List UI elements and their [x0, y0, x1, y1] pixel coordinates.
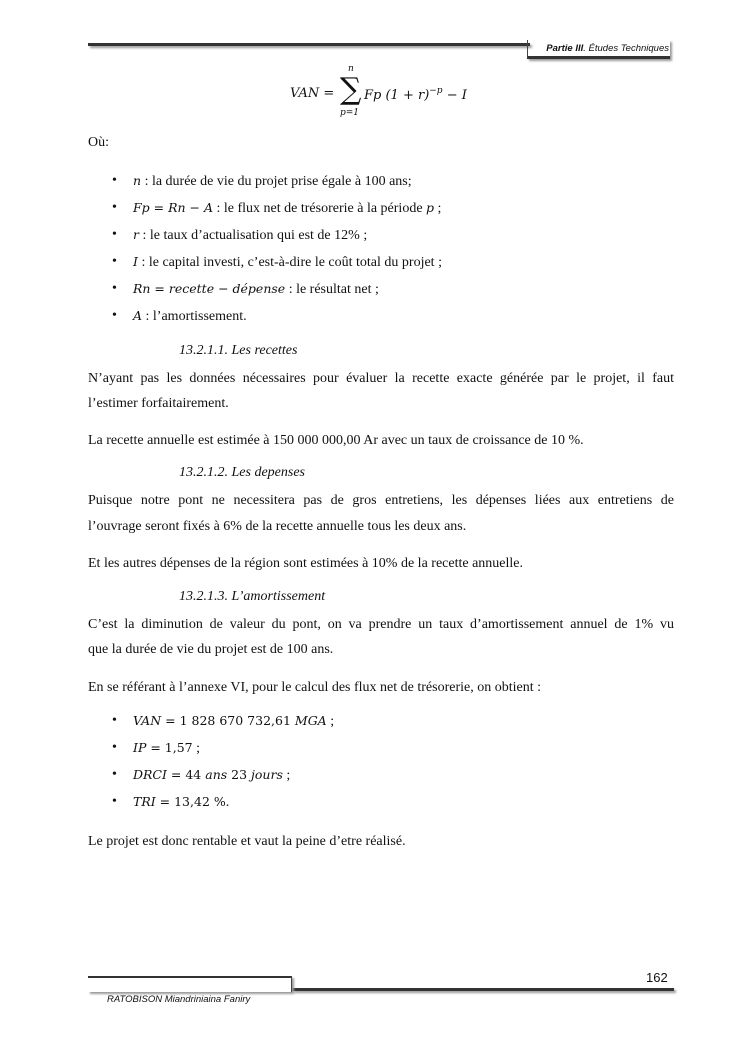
formula-tail: − I [442, 88, 467, 103]
list-item: • A : l’amortissement. [112, 302, 442, 329]
list-item: • IP = 1,57 ; [112, 734, 334, 761]
sigma-symbol: ∑ [340, 72, 362, 107]
list-item: • TRI = 13,42 %. [112, 788, 334, 815]
intro-text: Où: [88, 135, 109, 150]
formula-term: Fp (1 + r) [364, 88, 430, 103]
sum-lower-limit: p=1 [340, 108, 360, 118]
definitions-list [112, 167, 442, 329]
paragraph-line: Puisque notre pont ne necessitera pas de gros entretiens, les dépenses liées aux entretiens de [88, 493, 674, 508]
section-heading-recettes: 13.2.1.1. Les recettes [179, 343, 298, 358]
section-heading-amortissement: 13.2.1.3. L’amortissement [179, 589, 326, 604]
section-heading-depenses: 13.2.1.2. Les depenses [179, 465, 305, 480]
list-item: • n : la durée de vie du projet prise égale à 100 ans; [112, 167, 442, 194]
conclusion: Le projet est donc rentable et vaut la peine d’etre réalisé. [88, 834, 406, 849]
list-item: • VAN = 1 828 670 732,61 MGA ; [112, 707, 334, 734]
footer-author: RATOBISON Miandriniaina Faniry [107, 994, 251, 1005]
sum-upper-limit: n [348, 64, 354, 74]
paragraph-line: N’ayant pas les données nécessaires pour évaluer la recette exacte générée par le projet, il faut [88, 371, 674, 386]
list-item: • Rn = recette − dépense : le résultat net ; [112, 275, 442, 302]
paragraph: Et les autres dépenses de la région sont estimées à 10% de la recette annuelle. [88, 556, 523, 571]
formula-exponent: −p [429, 86, 443, 96]
paragraph: La recette annuelle est estimée à 150 000 000,00 Ar avec un taux de croissance de 10 %. [88, 433, 584, 448]
header-part: Partie III [546, 43, 584, 54]
van-formula [0, 62, 745, 126]
results-list [112, 707, 334, 815]
formula-rhs [364, 86, 467, 103]
list-item: • I : le capital investi, c’est-à-dire le coût total du projet ; [112, 248, 442, 275]
page-number: 162 [646, 970, 668, 985]
running-header [546, 43, 669, 54]
paragraph-line: l’estimer forfaitairement. [88, 396, 229, 411]
paragraph: En se référant à l’annexe VI, pour le calcul des flux net de trésorerie, on obtient : [88, 680, 542, 695]
header-rule [88, 43, 530, 46]
footer-rule [292, 988, 674, 991]
footer-box [88, 976, 292, 992]
formula-lhs: VAN = [290, 86, 335, 101]
list-item: • DRCI = 44 ans 23 jours ; [112, 761, 334, 788]
paragraph-line: C’est la diminution de valeur du pont, on va prendre un taux d’amortissement annuel de 1% vu [88, 617, 674, 632]
header-section: . Études Techniques [583, 43, 669, 54]
list-item: • Fp = Rn − A : le flux net de trésorerie à la période p ; [112, 194, 442, 221]
paragraph-line: l’ouvrage seront fixés à 6% de la recette annuelle tous les deux ans. [88, 519, 467, 534]
list-item: • r : le taux d’actualisation qui est de 12% ; [112, 221, 442, 248]
paragraph-line: que la durée de vie du projet est de 100 ans. [88, 642, 334, 657]
